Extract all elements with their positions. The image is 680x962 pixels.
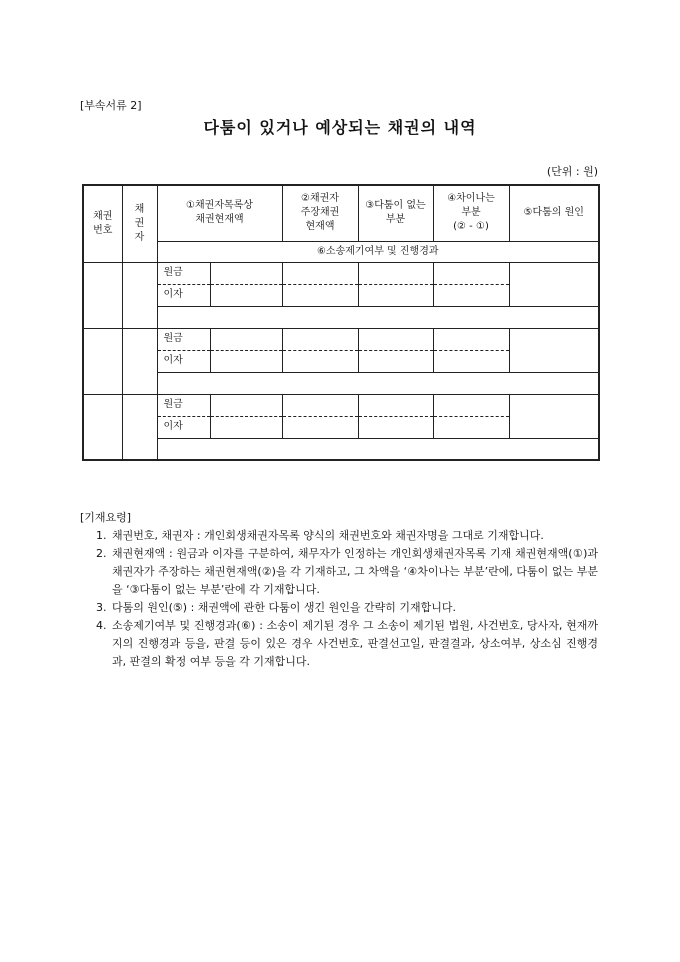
header-dispute-cause: ⑤다툼의 원인 xyxy=(509,185,599,241)
attachment-label: [부속서류 2] xyxy=(80,99,142,112)
interest-amount-cell[interactable] xyxy=(210,350,282,372)
instruction-item xyxy=(96,617,598,671)
interest-amount-cell[interactable] xyxy=(210,416,282,438)
instruction-text: 채권현재액 : 원금과 이자를 구분하여, 채무자가 인정하는 개인회생채권자목록 기재 채권현재액(①)과 채권자가 주장하는 채권현재액(②)을 각 기재하고, 그 차액을 ‘④차이나는 부분’란에, 다툼이 없는 부분을 ‘③다툼이 없는 부분’란에 각 기재합니다. xyxy=(112,547,598,596)
unit-label: (단위 : 원) xyxy=(546,165,598,178)
principal-amount-cell[interactable] xyxy=(433,394,509,416)
interest-label: 이자 xyxy=(157,350,210,372)
dispute-cause-cell[interactable] xyxy=(509,394,599,438)
header-claim-no: 채권 번호 xyxy=(83,185,122,262)
dispute-cause-cell[interactable] xyxy=(509,262,599,306)
principal-amount-cell[interactable] xyxy=(358,394,433,416)
instruction-item xyxy=(96,545,598,599)
principal-label: 원금 xyxy=(157,262,210,284)
header-claimed-amount: ②채권자 주장채권 현재액 xyxy=(282,185,358,241)
claim-number-cell[interactable] xyxy=(83,328,122,394)
litigation-progress-cell[interactable] xyxy=(157,438,599,460)
creditor-cell[interactable] xyxy=(122,328,157,394)
litigation-progress-cell[interactable] xyxy=(157,372,599,394)
instruction-text: 채권번호, 채권자 : 개인회생채권자목록 양식의 채권번호와 채권자명을 그대로 기재합니다. xyxy=(112,529,544,542)
interest-amount-cell[interactable] xyxy=(282,350,358,372)
instruction-item xyxy=(96,599,598,617)
principal-amount-cell[interactable] xyxy=(433,262,509,284)
interest-label: 이자 xyxy=(157,416,210,438)
principal-amount-cell[interactable] xyxy=(282,262,358,284)
interest-amount-cell[interactable] xyxy=(358,416,433,438)
principal-label: 원금 xyxy=(157,394,210,416)
principal-amount-cell[interactable] xyxy=(210,328,282,350)
principal-amount-cell[interactable] xyxy=(282,394,358,416)
interest-label: 이자 xyxy=(157,284,210,306)
principal-amount-cell[interactable] xyxy=(210,394,282,416)
header-litigation-progress: ⑥소송제기여부 및 진행경과 xyxy=(157,241,599,262)
instruction-text: 다툼의 원인(⑤) : 채권액에 관한 다툼이 생긴 원인을 간략히 기재합니다. xyxy=(112,601,457,614)
interest-amount-cell[interactable] xyxy=(433,284,509,306)
interest-amount-cell[interactable] xyxy=(210,284,282,306)
instruction-item xyxy=(96,527,598,545)
page-title: 다툼이 있거나 예상되는 채권의 내역 xyxy=(203,118,477,137)
interest-amount-cell[interactable] xyxy=(282,416,358,438)
header-undisputed: ③다툼이 없는 부분 xyxy=(358,185,433,241)
interest-amount-cell[interactable] xyxy=(433,350,509,372)
dispute-cause-cell[interactable] xyxy=(509,328,599,372)
instructions-heading: [기재요령] xyxy=(80,511,132,524)
claim-number-cell[interactable] xyxy=(83,262,122,328)
claims-table xyxy=(82,184,600,461)
principal-amount-cell[interactable] xyxy=(433,328,509,350)
instruction-number: 3. xyxy=(96,601,107,614)
instruction-number: 1. xyxy=(96,529,107,542)
creditor-cell[interactable] xyxy=(122,394,157,460)
interest-amount-cell[interactable] xyxy=(358,350,433,372)
instruction-list xyxy=(96,527,598,671)
principal-amount-cell[interactable] xyxy=(358,262,433,284)
instruction-number: 4. xyxy=(96,619,107,632)
instruction-number: 2. xyxy=(96,547,107,560)
interest-amount-cell[interactable] xyxy=(282,284,358,306)
creditor-cell[interactable] xyxy=(122,262,157,328)
principal-amount-cell[interactable] xyxy=(282,328,358,350)
principal-amount-cell[interactable] xyxy=(210,262,282,284)
principal-label: 원금 xyxy=(157,328,210,350)
header-creditor: 채 권 자 xyxy=(122,185,157,262)
interest-amount-cell[interactable] xyxy=(358,284,433,306)
interest-amount-cell[interactable] xyxy=(433,416,509,438)
claim-number-cell[interactable] xyxy=(83,394,122,460)
litigation-progress-cell[interactable] xyxy=(157,306,599,328)
header-listed-amount: ①채권자목록상 채권현재액 xyxy=(157,185,282,241)
principal-amount-cell[interactable] xyxy=(358,328,433,350)
header-difference: ④차이나는 부분 (② - ①) xyxy=(433,185,509,241)
instruction-text: 소송제기여부 및 진행경과(⑥) : 소송이 제기된 경우 그 소송이 제기된 법원, 사건번호, 당사자, 현재까지의 진행경과 등을, 판결 등이 있은 경우 사건번호, 판결선고일, 판결결과, 상소여부, 상소심 진행경과, 판결의 확정 여부 등을 각 기재합니다. xyxy=(112,619,598,668)
